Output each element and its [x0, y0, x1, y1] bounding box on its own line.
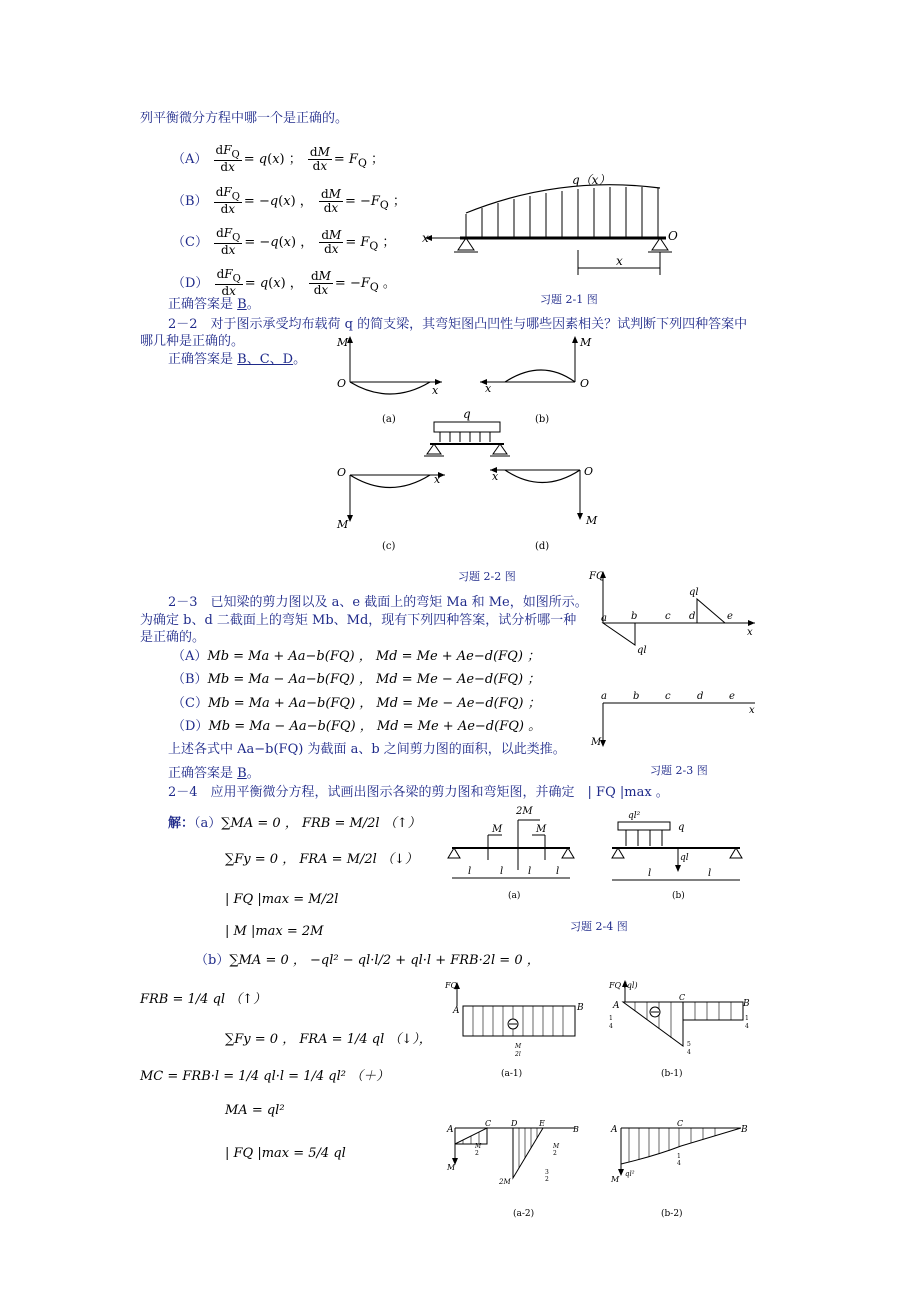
svg-text:4: 4: [609, 1023, 613, 1030]
p3-option-c: （C）Mb = Ma + Aa−b(FQ) ， Md = Me − Ae−d(FQ) ；: [172, 696, 541, 711]
svg-text:E: E: [539, 1119, 545, 1128]
svg-text:ql²: ql²: [628, 811, 641, 821]
figure-2-3: [585, 565, 775, 750]
svg-text:x: x: [485, 382, 492, 395]
svg-text:c: c: [665, 691, 671, 702]
option-label: （A）: [172, 151, 208, 167]
svg-text:C: C: [485, 1119, 492, 1128]
caption-b: (b): [535, 414, 550, 425]
svg-text:D: D: [511, 1119, 518, 1128]
svg-text:A: A: [611, 1125, 618, 1135]
p3-option-d: （D）Mb = Ma − Aa−b(FQ) ， Md = Me + Ae−d(FQ) 。: [172, 719, 542, 734]
caption-c: (c): [382, 541, 396, 552]
svg-text:M: M: [611, 1175, 620, 1184]
svg-text:4: 4: [687, 1049, 691, 1056]
fig-2-4-caption: 习题 2-4 图: [570, 920, 628, 933]
svg-text:d: d: [697, 691, 704, 702]
p4-sol-a1: 解：（a）∑MA = 0 ， FRB = M/2l （↑）: [168, 816, 421, 831]
svg-text:O: O: [580, 377, 590, 390]
p4-sol-a3: | FQ |max = M/2l: [225, 892, 339, 907]
caption-a2: (a-2): [513, 1209, 535, 1219]
p2-line1: 2－2 对于图示承受均布载荷 q 的简支梁，其弯矩图凸凹性与哪些因素相关？试判断下列四种答案中: [168, 317, 748, 332]
svg-text:M: M: [337, 518, 349, 531]
option-label: （D）: [172, 275, 209, 291]
p3-option-a: （A）Mb = Ma + Aa−b(FQ) ， Md = Me + Ae−d(FQ) ；: [172, 649, 541, 664]
svg-text:O: O: [584, 465, 594, 478]
svg-text:M: M: [492, 824, 503, 835]
svg-text:1: 1: [609, 1015, 613, 1022]
svg-text:a: a: [601, 613, 607, 624]
p3-answer: 正确答案是 B。: [168, 766, 260, 781]
fig-2-3-caption: 习题 2-3 图: [650, 764, 708, 777]
svg-text:5: 5: [687, 1041, 691, 1048]
svg-text:M: M: [475, 1143, 482, 1150]
svg-text:q: q: [463, 407, 471, 421]
figure-2-4-beams: [440, 800, 770, 905]
svg-text:ql²: ql²: [625, 1170, 635, 1178]
svg-text:ql: ql: [689, 587, 699, 598]
svg-text:2: 2: [553, 1150, 557, 1157]
svg-text:d: d: [689, 611, 696, 622]
p4-sol-b6: | FQ |max = 5/4 ql: [225, 1146, 346, 1161]
svg-text:2M: 2M: [516, 806, 533, 817]
p3-option-b: （B）Mb = Ma − Aa−b(FQ) ， Md = Me − Ae−d(FQ) ；: [172, 672, 541, 687]
fig-2-2-caption: 习题 2-2 图: [458, 570, 516, 583]
svg-text:ql: ql: [680, 853, 689, 863]
svg-text:FQ: FQ: [445, 981, 458, 990]
svg-text:M: M: [515, 1043, 522, 1050]
svg-text:l: l: [648, 868, 652, 879]
p1-option-d: （D） $\frac{dF_Q}{dx}$ = q(x) ， $\frac{dM}{dx}$ = $-F_Q$ 。: [172, 267, 396, 299]
svg-text:1: 1: [745, 1015, 749, 1022]
p4-line1: 2－4 应用平衡微分方程，试画出图示各梁的剪力图和弯矩图，并确定 | FQ |max 。: [168, 785, 669, 800]
x-axis-label: x: [422, 231, 429, 245]
caption-d: (d): [535, 541, 550, 552]
option-label: （B）: [172, 193, 208, 209]
svg-text:B: B: [577, 1003, 584, 1013]
svg-text:M: M: [586, 514, 598, 527]
svg-text:2: 2: [545, 1176, 549, 1183]
svg-text:M: M: [553, 1143, 560, 1150]
svg-text:b: b: [633, 691, 640, 702]
dimension-x-label: x: [616, 254, 623, 268]
svg-text:l: l: [708, 868, 712, 879]
svg-text:4: 4: [745, 1023, 749, 1030]
svg-text:A: A: [453, 1006, 460, 1016]
figure-2-4-moment: [445, 1118, 765, 1223]
svg-text:O: O: [337, 466, 347, 479]
svg-text:3: 3: [545, 1169, 549, 1176]
svg-text:x: x: [434, 473, 441, 486]
p4-sol-b4: MC = FRB·l = 1/4 ql·l = 1/4 ql² （＋）: [140, 1069, 390, 1084]
svg-text:l: l: [468, 866, 472, 877]
caption-a1: (a-1): [501, 1069, 523, 1079]
svg-text:2: 2: [475, 1150, 479, 1157]
svg-text:O: O: [337, 377, 347, 390]
p4-sol-b2: FRB = 1/4 ql （↑）: [140, 992, 267, 1007]
caption-a: (a): [508, 891, 521, 901]
svg-text:l: l: [500, 866, 504, 877]
svg-text:B: B: [743, 999, 750, 1009]
p1-answer: 正确答案是 B。: [168, 297, 260, 312]
p4-sol-a4: | M |max = 2M: [225, 924, 324, 939]
svg-text:x: x: [749, 705, 755, 716]
p3-line2: 为确定 b、d 二截面上的弯矩 Mb、Md，现有下列四种答案，试分析哪一种: [140, 613, 577, 628]
caption-a: (a): [382, 414, 396, 425]
p2-answer: 正确答案是 B、C、D。: [168, 352, 307, 367]
caption-b2: (b-2): [661, 1209, 683, 1219]
svg-text:B: B: [573, 1125, 579, 1134]
svg-text:ql: ql: [637, 645, 647, 656]
svg-text:4: 4: [677, 1160, 681, 1167]
p4-sol-b1: （b）∑MA = 0 ， −ql² − ql·l/2 + ql·l + FRB·2l = 0 ，: [195, 953, 540, 968]
p4-sol-b5: MA = ql²: [225, 1103, 285, 1118]
p1-option-c: （C） $\frac{dF_Q}{dx}$ = −q(x) ， $\frac{dM}{dx}$ = $F_Q$ ；: [172, 226, 396, 258]
figure-2-1: [420, 170, 700, 280]
svg-text:b: b: [631, 611, 638, 622]
p1-option-a: （A） $\frac{dF_Q}{dx}$ = q(x) ； $\frac{dM}{dx}$ = $F_Q$ ；: [172, 143, 384, 175]
svg-text:A: A: [447, 1125, 454, 1135]
p4-sol-a2: ∑Fy = 0 ， FRA = M/2l （↓）: [225, 852, 418, 867]
p1-intro: 列平衡微分方程中哪一个是正确的。: [140, 111, 349, 126]
svg-text:x: x: [747, 627, 753, 638]
caption-b1: (b-1): [661, 1069, 683, 1079]
svg-text:x: x: [492, 470, 499, 483]
figure-2-4-shear: [445, 978, 765, 1083]
svg-text:FQ: FQ: [589, 571, 605, 582]
svg-text:2l: 2l: [515, 1051, 521, 1058]
caption-b: (b): [672, 891, 685, 901]
svg-text:C: C: [677, 1119, 684, 1128]
p3-note: 上述各式中 Aa−b(FQ) 为截面 a、b 之间剪力图的面积，以此类推。: [168, 742, 566, 757]
p3-line3: 是正确的。: [140, 630, 206, 645]
option-label: （C）: [172, 234, 208, 250]
svg-text:B: B: [741, 1125, 748, 1135]
p2-line2: 哪几种是正确的。: [140, 334, 245, 349]
svg-text:1: 1: [677, 1153, 681, 1160]
load-label: q（x）: [572, 173, 611, 187]
p1-option-b: （B） $\frac{dF_Q}{dx}$ = −q(x) ， $\frac{dM}{dx}$ = $-F_Q$ ；: [172, 185, 406, 217]
svg-text:2M: 2M: [499, 1178, 511, 1186]
figure-2-2: [330, 330, 610, 555]
svg-text:M: M: [337, 336, 349, 349]
svg-text:q: q: [678, 822, 685, 833]
svg-text:l: l: [556, 866, 560, 877]
svg-text:a: a: [601, 691, 607, 702]
svg-text:M: M: [580, 336, 592, 349]
svg-text:M: M: [591, 737, 602, 748]
svg-text:M: M: [447, 1163, 456, 1172]
origin-label: O: [668, 229, 678, 243]
svg-text:M: M: [536, 824, 547, 835]
fig-2-1-caption: 习题 2-1 图: [540, 293, 598, 306]
svg-text:x: x: [432, 384, 439, 397]
p4-sol-b3: ∑Fy = 0 ， FRA = 1/4 ql （↓），: [225, 1032, 432, 1047]
p3-line1: 2－3 已知梁的剪力图以及 a、e 截面上的弯矩 Ma 和 Me，如图所示。: [168, 595, 588, 610]
svg-text:A: A: [613, 1001, 620, 1011]
svg-text:e: e: [727, 611, 733, 622]
svg-text:FQ (ql): FQ (ql): [609, 981, 638, 990]
svg-text:e: e: [729, 691, 735, 702]
svg-text:C: C: [679, 993, 686, 1002]
svg-text:l: l: [528, 866, 532, 877]
svg-text:c: c: [665, 611, 671, 622]
